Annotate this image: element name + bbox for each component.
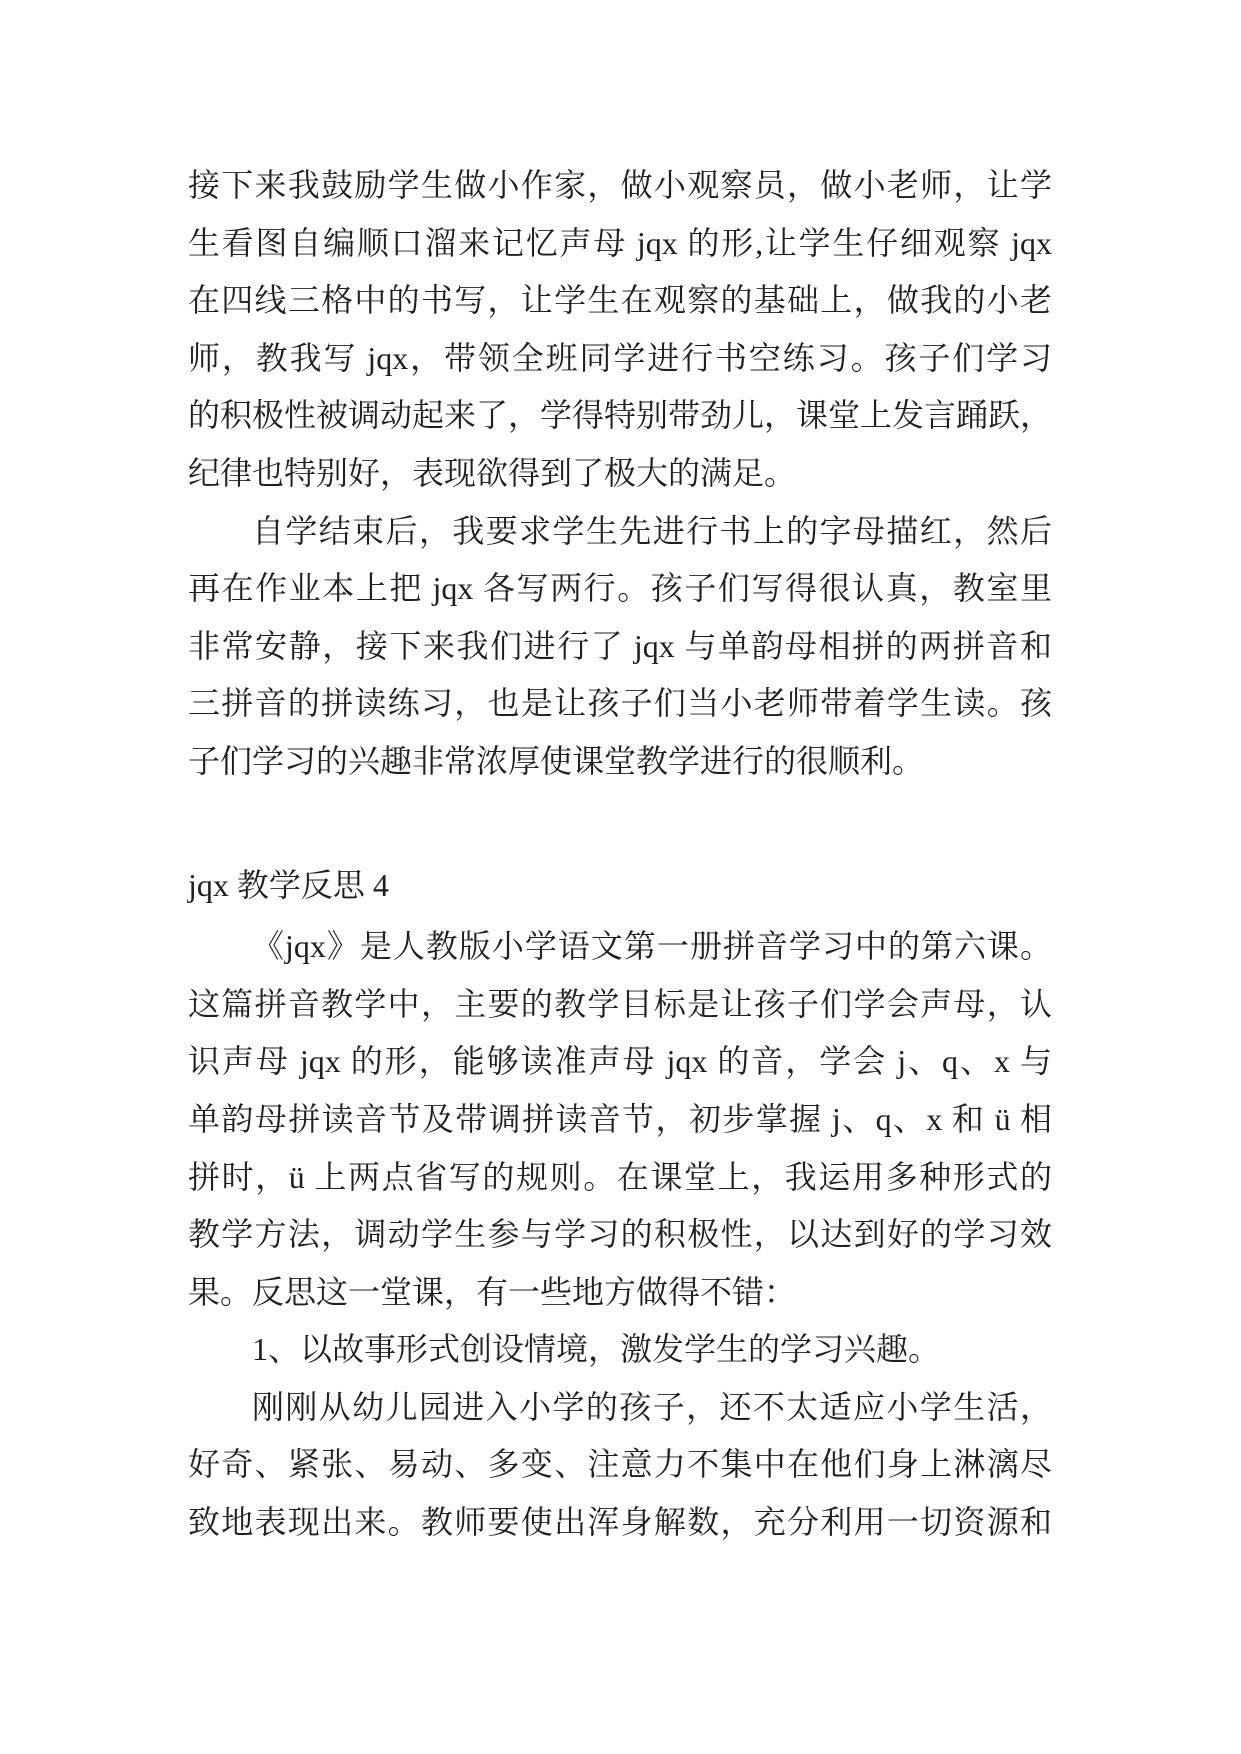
text-line: 再在作业本上把 jqx 各写两行。孩子们写得很认真，教室里 <box>188 570 1052 607</box>
text-line: 《jqx》是人教版小学语文第一册拼音学习中的第六课。 <box>252 928 1052 965</box>
text-line: 1、以故事形式创设情境，激发学生的学习兴趣。 <box>252 1331 941 1368</box>
text-line: 在四线三格中的书写，让学生在观察的基础上，做我的小老 <box>188 282 1052 319</box>
text-line: 拼时，ü 上两点省写的规则。在课堂上，我运用多种形式的 <box>188 1158 1052 1195</box>
text-line: 识声母 jqx 的形，能够读准声母 jqx 的音，学会 j、q、x 与 <box>188 1043 1052 1080</box>
text-line: 非常安静，接下来我们进行了 jqx 与单韵母相拼的两拼音和 <box>188 627 1052 664</box>
text-line: 三拼音的拼读练习，也是让孩子们当小老师带着学生读。孩 <box>188 685 1052 722</box>
text-line: 生看图自编顺口溜来记忆声母 jqx 的形,让学生仔细观察 jqx <box>188 224 1052 261</box>
text-line: 的积极性被调动起来了，学得特别带劲儿，课堂上发言踊跃， <box>188 397 1053 434</box>
text-line: 自学结束后，我要求学生先进行书上的字母描红，然后 <box>252 512 1052 549</box>
text-line: 纪律也特别好，表现欲得到了极大的满足。 <box>188 454 797 491</box>
text-line: 致地表现出来。教师要使出浑身解数，充分利用一切资源和 <box>188 1504 1052 1541</box>
text-line: 师，教我写 jqx，带领全班同学进行书空练习。孩子们学习 <box>188 339 1052 376</box>
text-line: 这篇拼音教学中，主要的教学目标是让孩子们学会声母，认 <box>188 985 1052 1022</box>
text-line: 接下来我鼓励学生做小作家，做小观察员，做小老师，让学 <box>188 167 1052 203</box>
text-line: 子们学习的兴趣非常浓厚使课堂教学进行的很顺利。 <box>188 742 925 779</box>
text-line: 刚刚从幼儿园进入小学的孩子，还不太适应小学生活， <box>252 1388 1052 1425</box>
text-line: 单韵母拼读音节及带调拼读音节，初步掌握 j、q、x 和 ü 相 <box>188 1100 1052 1137</box>
section-heading: jqx 教学反思 4 <box>188 866 389 903</box>
text-line: 教学方法，调动学生参与学习的积极性，以达到好的学习效 <box>188 1216 1052 1253</box>
document-text-block <box>188 157 1052 1552</box>
text-line: 果。反思这一堂课，有一些地方做得不错： <box>188 1273 797 1310</box>
text-line: 好奇、紧张、易动、多变、注意力不集中在他们身上淋漓尽 <box>188 1446 1052 1483</box>
